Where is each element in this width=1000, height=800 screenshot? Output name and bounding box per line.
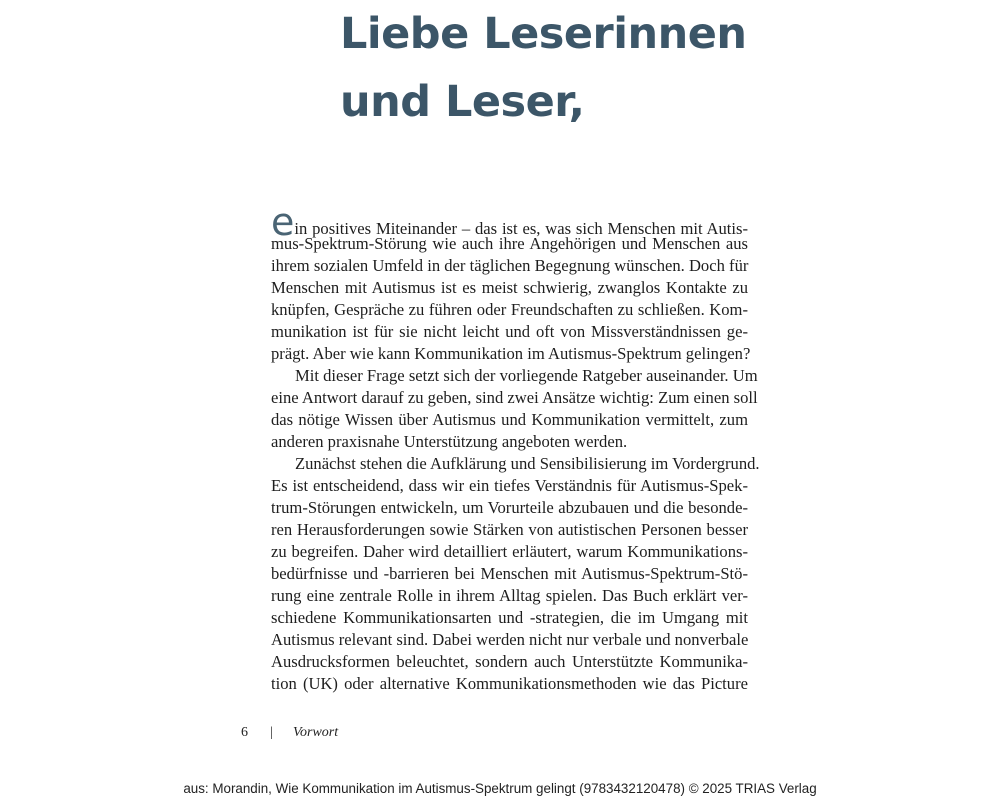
text-line: das nötige Wissen über Autismus und Kommunikation vermittelt, zum <box>271 410 748 429</box>
text-line: Mit dieser Frage setzt sich der vorliegende Ratgeber auseinander. Um <box>295 366 758 385</box>
body-text <box>271 200 760 695</box>
text-line: schiedene Kommunikationsarten und -strategien, die im Umgang mit <box>271 608 748 627</box>
text-line: Autismus relevant sind. Dabei werden nicht nur verbale und nonverbale <box>271 630 749 649</box>
text-line: zu begreifen. Daher wird detailliert erläutert, warum Kommunikations- <box>271 542 748 561</box>
text-line: Zunächst stehen die Aufklärung und Sensibilisierung im Vordergrund. <box>295 454 760 473</box>
drop-cap: e <box>271 200 295 244</box>
text-line: ren Herausforderungen sowie Stärken von autistischen Personen besser <box>271 520 748 539</box>
page-title <box>340 0 960 136</box>
source-note: aus: Morandin, Wie Kommunikation im Autismus-Spektrum gelingt (9783432120478) © 2025 TRIAS Verlag <box>183 781 817 796</box>
section-name: Vorwort <box>293 725 339 740</box>
text-line: bedürfnisse und -barrieren bei Menschen mit Autismus-Spektrum-Stö- <box>271 564 748 583</box>
page-number: 6 <box>241 725 248 740</box>
title-line-1: Liebe Leserinnen <box>340 9 747 59</box>
text-line: tion (UK) oder alternative Kommunikationsmethoden wie das Picture <box>271 674 748 693</box>
text-line: ihrem sozialen Umfeld in der täglichen Begegnung wünschen. Doch für <box>271 256 749 275</box>
text-line: mus-Spektrum-Störung wie auch ihre Angehörigen und Menschen aus <box>271 234 748 253</box>
text-line: anderen praxisnahe Unterstützung angeboten werden. <box>271 432 628 451</box>
text-line: Menschen mit Autismus ist es meist schwierig, zwanglos Kontakte zu <box>271 278 748 297</box>
text-line: rung eine zentrale Rolle in ihrem Alltag spielen. Das Buch erklärt ver- <box>271 586 748 605</box>
footer-separator: | <box>270 725 273 740</box>
text-line: Ausdrucksformen beleuchtet, sondern auch Unterstützte Kommunika- <box>271 652 748 671</box>
text-line: prägt. Aber wie kann Kommunikation im Autismus-Spektrum gelingen? <box>271 344 751 363</box>
text-line: Es ist entscheidend, dass wir ein tiefes Verständnis für Autismus-Spek- <box>271 476 748 495</box>
text-line: eine Antwort darauf zu geben, sind zwei Ansätze wichtig: Zum einen soll <box>271 388 758 407</box>
title-line-2: und Leser, <box>340 77 585 127</box>
text-line: trum-Störungen entwickeln, um Vorurteile abzubauen und die besonde- <box>271 498 748 517</box>
text-line: munikation ist für sie nicht leicht und oft von Missverständnissen ge- <box>271 322 748 341</box>
text-line: knüpfen, Gespräche zu führen oder Freundschaften zu schließen. Kom- <box>271 300 748 319</box>
text-line-content: in positives Miteinander – das ist es, was sich Menschen mit Autis- <box>294 219 748 238</box>
